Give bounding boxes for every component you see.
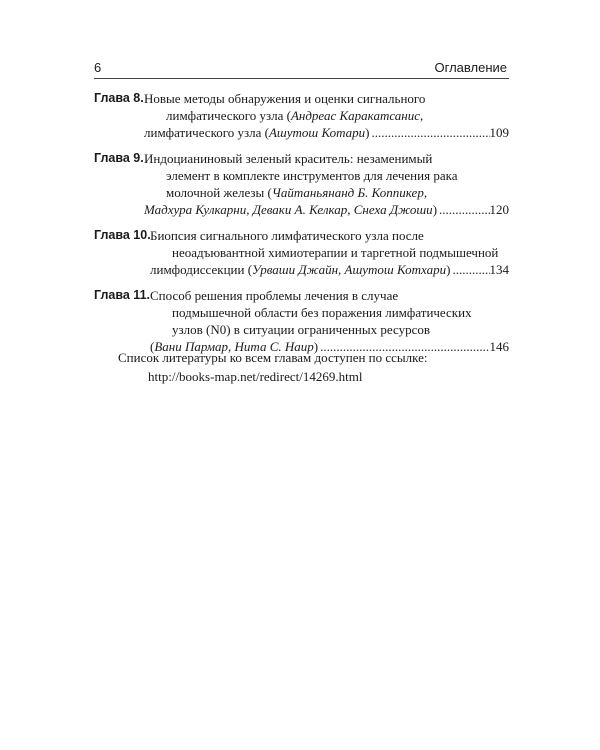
- references-link[interactable]: http://books-map.net/redirect/14269.html: [148, 369, 363, 384]
- table-of-contents: [94, 90, 509, 364]
- references-note: [118, 348, 428, 386]
- chapter-authors: Андреас Каракатсанис,: [290, 108, 424, 123]
- chapter-page-number: 146: [489, 339, 509, 354]
- chapter-label: Глава 8.: [94, 91, 144, 105]
- chapter-authors: Вани Пармар, Нита С. Наир: [154, 339, 314, 354]
- chapter-last-line: лимфатического узла ( Ашутош Котари ) ..... 109: [144, 124, 509, 141]
- toc-entry-chapter-11[interactable]: [94, 287, 509, 355]
- chapter-page-number: 120: [489, 202, 509, 217]
- chapter-label: Глава 9.: [94, 151, 144, 165]
- chapter-title-line: Биопсия сигнального лимфатического узла после: [150, 228, 424, 243]
- chapter-title-line: молочной железы (Чайтаньянанд Б. Коппикер,: [166, 185, 428, 200]
- chapter-label: Глава 11.: [94, 288, 150, 302]
- chapter-last-line: лимфодиссекции ( Урваши Джайн, Ашутош Котхари ) ..... 134: [150, 261, 509, 278]
- chapter-title-line: узлов (N0) в ситуации ограниченных ресурсов: [172, 322, 430, 337]
- toc-entry-chapter-10[interactable]: [94, 227, 509, 278]
- chapter-page-number: 134: [489, 262, 509, 277]
- section-title: Оглавление: [434, 60, 507, 75]
- chapter-authors: Ашутош Котари: [268, 125, 366, 140]
- toc-entry-chapter-8[interactable]: [94, 90, 509, 141]
- dot-leader: [450, 261, 489, 278]
- dot-leader: [369, 124, 489, 141]
- chapter-authors: Чайтаньянанд Б. Коппикер,: [271, 185, 428, 200]
- chapter-authors: Мадхура Кулкарни, Деваки А. Келкар, Снеха Джоши: [144, 202, 433, 217]
- dot-leader: [437, 201, 489, 218]
- chapter-title-line: Индоцианиновый зеленый краситель: незаменимый: [144, 151, 433, 166]
- references-note-text: Список литературы ко всем главам доступен по ссылке:: [118, 350, 428, 365]
- chapter-authors: Урваши Джайн, Ашутош Котхари: [252, 262, 447, 277]
- chapter-title-line: подмышечной области без поражения лимфатических: [172, 305, 472, 320]
- chapter-page-number: 109: [489, 125, 509, 140]
- running-header: [94, 56, 509, 79]
- chapter-title-line: неоадъювантной химиотерапии и таргетной подмышечной: [172, 245, 499, 260]
- chapter-title-line: Способ решения проблемы лечения в случае: [150, 288, 399, 303]
- chapter-last-line: ( Вани Пармар, Нита С. Наир ) ..... 146: [150, 338, 509, 355]
- chapter-label: Глава 10.: [94, 228, 151, 242]
- chapter-last-line: Мадхура Кулкарни, Деваки А. Келкар, Снеха Джоши ) ..... 120: [144, 201, 509, 218]
- chapter-title-line: элемент в комплекте инструментов для лечения рака: [166, 168, 458, 183]
- page-number: 6: [94, 60, 102, 75]
- toc-entry-chapter-9[interactable]: [94, 150, 509, 218]
- chapter-title-line: Новые методы обнаружения и оценки сигнального: [144, 91, 426, 106]
- chapter-title-line: лимфатического узла (Андреас Каракатсанис,: [166, 108, 424, 123]
